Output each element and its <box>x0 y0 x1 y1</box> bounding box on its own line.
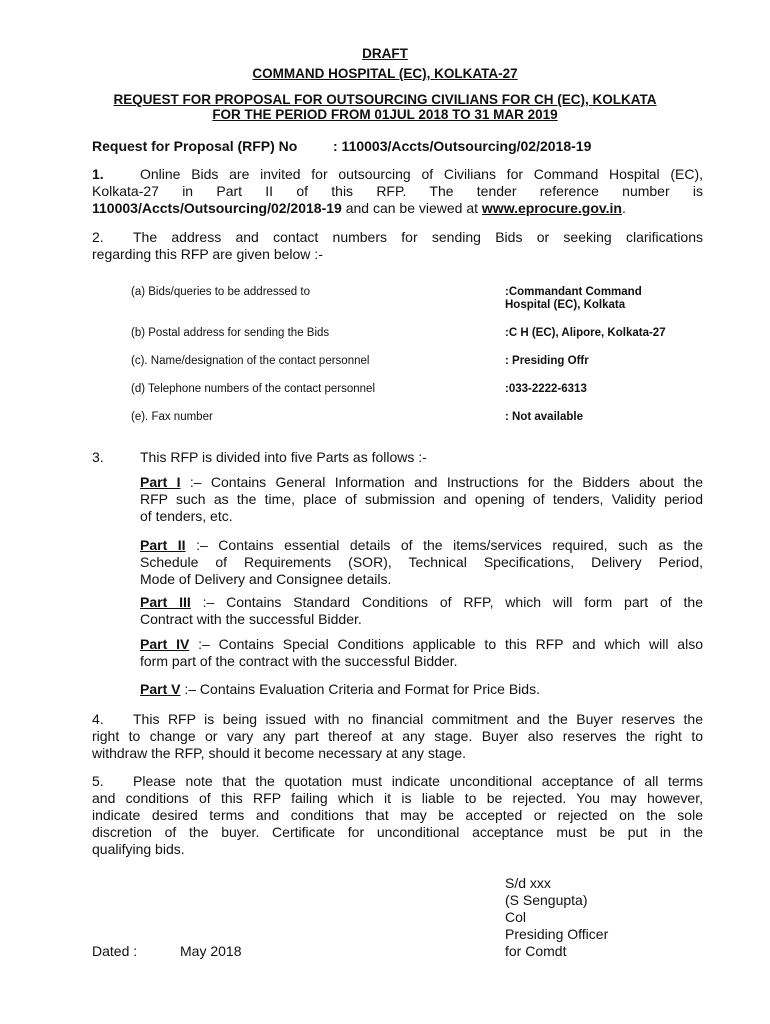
part2-line1 <box>140 537 703 555</box>
part1-text: :– Contains General Information and Instructions for the Bidders about the <box>180 474 703 490</box>
part1-name: Part I <box>140 474 181 490</box>
para3-intro: This RFP is divided into five Parts as follows :- <box>140 449 427 465</box>
contact-label-d: (d) Telephone numbers of the contact personnel <box>131 383 375 395</box>
signature-designation: Presiding Officer <box>505 926 609 942</box>
part1-line1 <box>140 474 703 492</box>
contact-value-e: : Not available <box>505 411 583 423</box>
rfp-title-line1: REQUEST FOR PROPOSAL FOR OUTSOURCING CIVILIANS FOR CH (EC), KOLKATA <box>113 92 657 107</box>
para5-line1: Please note that the quotation must indicate unconditional acceptance of all terms <box>133 773 703 789</box>
part2-line3: Mode of Delivery and Consignee details. <box>140 571 392 587</box>
part3-line1 <box>140 594 703 612</box>
signature-for: for Comdt <box>505 943 567 959</box>
contact-value-d: :033-2222-6313 <box>505 383 587 395</box>
para4-line3: withdraw the RFP, should it become necessary at any stage. <box>92 745 467 761</box>
part1-line3: of tenders, etc. <box>140 508 233 524</box>
rfp-number-value: : 110003/Accts/Outsourcing/02/2018-19 <box>333 138 592 154</box>
part3-name: Part III <box>140 594 191 610</box>
part3-line2: Contract with the successful Bidder. <box>140 611 362 627</box>
part2-line2: Schedule of Requirements (SOR), Technical Specifications, Delivery Period, <box>140 554 703 570</box>
contact-label-e: (e). Fax number <box>131 411 213 423</box>
part2-text: :– Contains essential details of the items/services required, such as the <box>185 537 704 553</box>
contact-value-b: :C H (EC), Alipore, Kolkata-27 <box>505 327 666 339</box>
para4-line2: right to change or vary any part thereof at any stage. Buyer also reserves the right to <box>92 728 703 744</box>
draft-label: DRAFT <box>362 46 408 61</box>
signature-rank: Col <box>505 909 527 925</box>
para1-mid-text: and can be viewed at <box>341 200 482 216</box>
para1-line1: Online Bids are invited for outsourcing of Civilians for Command Hospital (EC), <box>140 166 703 182</box>
part5-name: Part V <box>140 681 181 697</box>
dated-label: Dated : <box>92 943 138 959</box>
part5-line1 <box>140 681 540 699</box>
para5-line3: indicate desired terms and conditions that may be accepted or rejected on the sole <box>92 807 703 823</box>
contact-label-c: (c). Name/designation of the contact personnel <box>131 355 370 367</box>
part4-line1 <box>140 636 703 654</box>
part4-name: Part IV <box>140 636 190 652</box>
para2-number: 2. <box>92 229 104 245</box>
dated-value: May 2018 <box>180 943 242 959</box>
para1-end: . <box>621 200 626 216</box>
para4-number: 4. <box>92 711 104 727</box>
part4-text: :– Contains Special Conditions applicable to this RFP and which will also <box>189 636 703 652</box>
part4-line2: form part of the contract with the successful Bidder. <box>140 653 458 669</box>
eprocure-link[interactable]: www.eprocure.gov.in <box>481 200 622 216</box>
contact-label-b: (b) Postal address for sending the Bids <box>131 327 330 339</box>
rfp-number-label: Request for Proposal (RFP) No <box>92 138 298 154</box>
para2-line2: regarding this RFP are given below :- <box>92 246 323 262</box>
part3-text: :– Contains Standard Conditions of RFP, which will form part of the <box>190 594 703 610</box>
para1-line2: Kolkata-27 in Part II of this RFP. The tender reference number is <box>92 183 703 199</box>
rfp-title-line2: FOR THE PERIOD FROM 01JUL 2018 TO 31 MAR 2019 <box>212 107 558 122</box>
contact-value-c: : Presiding Offr <box>505 355 589 367</box>
para5-number: 5. <box>92 773 104 789</box>
para1-line3 <box>92 200 703 218</box>
contact-value-a-line1: :Commandant Command <box>505 286 642 298</box>
para2-line1: The address and contact numbers for sending Bids or seeking clarifications <box>133 229 703 245</box>
signature-name: (S Sengupta) <box>505 892 588 908</box>
para5-line5: qualifying bids. <box>92 841 185 857</box>
para5-line2: and conditions of this RFP failing which it is liable to be rejected. You may however, <box>92 790 703 806</box>
para4-line1: This RFP is being issued with no financial commitment and the Buyer reserves the <box>133 711 703 727</box>
para1-number: 1. <box>92 166 104 182</box>
contact-value-a-line2: Hospital (EC), Kolkata <box>505 299 626 311</box>
para3-number: 3. <box>92 449 104 465</box>
contact-label-a: (a) Bids/queries to be addressed to <box>131 286 310 298</box>
para5-line4: discretion of the buyer. Certificate for unconditional acceptance must be put in the <box>92 824 703 840</box>
tender-reference: 110003/Accts/Outsourcing/02/2018-19 <box>92 200 342 216</box>
hospital-heading: COMMAND HOSPITAL (EC), KOLKATA-27 <box>252 66 518 81</box>
part1-line2: RFP such as the time, place of submission and opening of tenders, Validity period <box>140 491 703 507</box>
signature-sd: S/d xxx <box>505 875 551 891</box>
part5-text: :– Contains Evaluation Criteria and Format for Price Bids. <box>180 681 540 697</box>
part2-name: Part II <box>140 537 186 553</box>
